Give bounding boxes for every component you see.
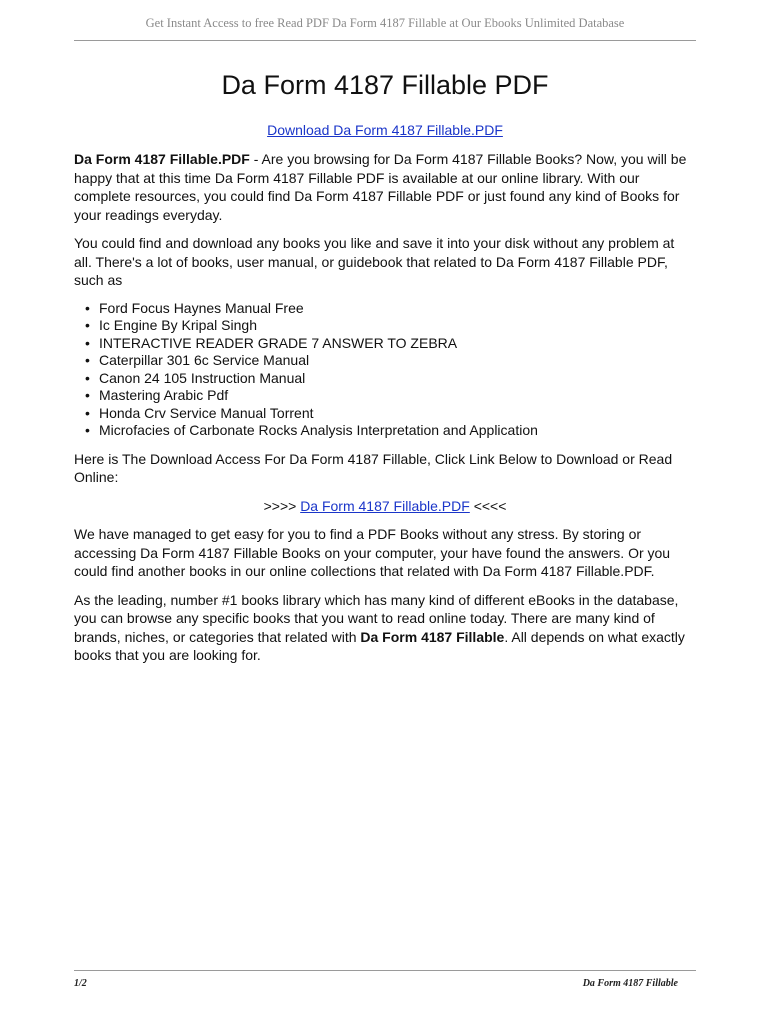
related-intro-paragraph: You could find and download any books you like and save it into your disk without any problem at all. There's a lot of books, user manual, or guidebook that related to Da Form 4187 Fillable PDF, such as [74, 235, 675, 288]
read-link-line [74, 497, 696, 516]
access-paragraph: Here is The Download Access For Da Form 4187 Fillable, Click Link Below to Download or Read Online: [74, 450, 673, 485]
footer-page-number: 1/2 [74, 978, 87, 989]
download-link[interactable]: Download Da Form 4187 Fillable.PDF [267, 122, 503, 138]
footer-divider [74, 970, 696, 971]
read-link-suffix: <<<< [469, 497, 507, 514]
footer-title: Da Form 4187 Fillable [582, 978, 678, 989]
library-text-after: . All depends on what exactly books that you are looking for. [74, 628, 685, 663]
related-books-list [74, 300, 696, 440]
main-content [74, 150, 696, 675]
list-item: • Canon 24 105 Instruction Manual [99, 370, 696, 388]
list-item: • Honda Crv Service Manual Torrent [99, 405, 696, 423]
library-paragraph [74, 591, 696, 665]
library-text-bold: Da Form 4187 Fillable [360, 628, 505, 645]
list-item: • Mastering Arabic Pdf [99, 387, 696, 405]
library-text-before: As the leading, number #1 books library which has many kind of different eBooks in the database, you can browse any specific books that you want to read online today. There are many kind of brands, niches, or categories that related with [74, 591, 679, 645]
list-item: • Microfacies of Carbonate Rocks Analysis Interpretation and Application [99, 422, 696, 440]
read-link[interactable]: Da Form 4187 Fillable.PDF [300, 497, 470, 514]
header-divider [74, 40, 696, 41]
intro-bold-lead: Da Form 4187 Fillable.PDF [74, 151, 250, 167]
read-link-prefix: >>>> [263, 497, 301, 514]
list-item: • Caterpillar 301 6c Service Manual [99, 352, 696, 370]
list-item: • Ford Focus Haynes Manual Free [99, 300, 696, 318]
intro-text: - Are you browsing for Da Form 4187 Fillable Books? Now, you will be happy that at this time Da Form 4187 Fillable PDF is available at our online library. With our complete resources, you could find Da Form 4187 Fillable PDF or just found any kind of Books for your readings everyday. [74, 151, 687, 223]
page-title: Da Form 4187 Fillable PDF [221, 70, 549, 100]
download-link-line [74, 122, 696, 138]
intro-paragraph [74, 150, 696, 224]
list-item: • INTERACTIVE READER GRADE 7 ANSWER TO ZEBRA [99, 335, 696, 353]
header-banner: Get Instant Access to free Read PDF Da Form 4187 Fillable at Our Ebooks Unlimited Database [145, 16, 625, 30]
storage-paragraph: We have managed to get easy for you to find a PDF Books without any stress. By storing or accessing Da Form 4187 Fillable Books on your computer, your have found the answers. Or you could find another books in our online collections that related with Da Form 4187 Fillable.PDF. [74, 526, 671, 579]
list-item: • Ic Engine By Kripal Singh [99, 317, 696, 335]
